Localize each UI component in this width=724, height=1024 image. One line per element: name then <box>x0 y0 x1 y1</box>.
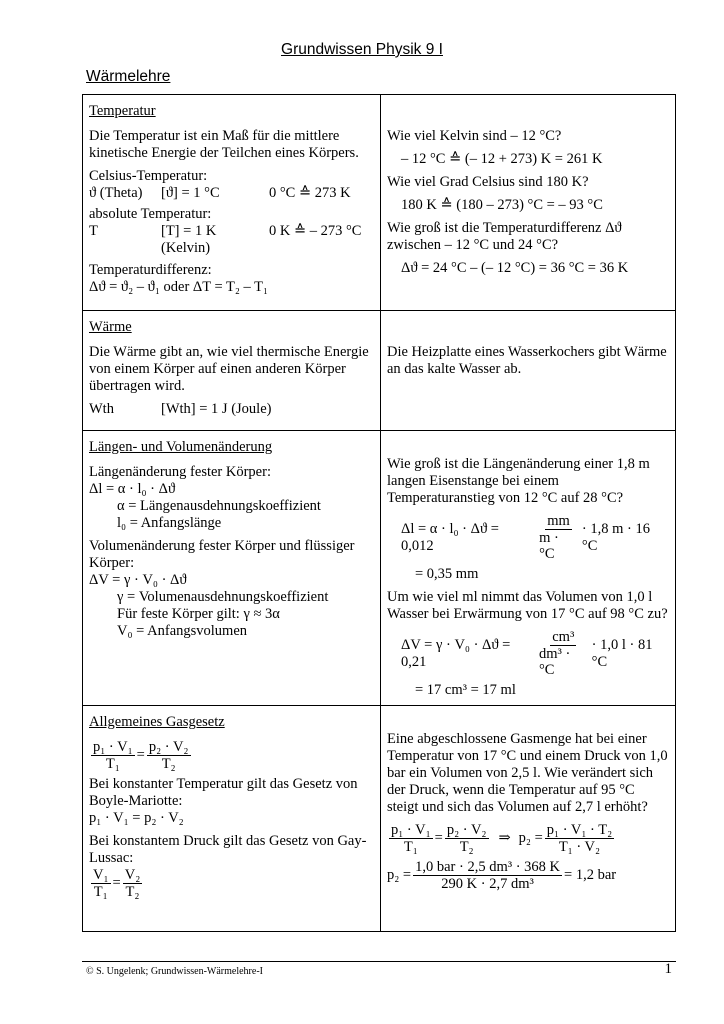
celsius-equivalence: 0 °C ≙ 273 K <box>269 185 351 201</box>
table-row <box>83 95 676 311</box>
gas-law-formula <box>89 739 374 772</box>
length-label: Längenänderung fester Körper: <box>89 464 271 480</box>
numerator: p₁ · V₁ <box>93 739 133 755</box>
equals-sign: = <box>136 747 145 763</box>
right-cell <box>381 706 676 932</box>
pressure-calculation <box>387 859 669 892</box>
absolute-symbol: T <box>89 223 98 239</box>
heat-unit-line <box>89 401 374 418</box>
left-cell <box>83 706 381 932</box>
celsius-symbol: ϑ (Theta) <box>89 185 143 201</box>
numerator: V₁ <box>93 867 109 883</box>
content-table <box>82 94 676 932</box>
numerator: p₂ · V₂ <box>148 739 189 755</box>
boyle-text: Bei konstanter Temperatur gilt das Gesetz von Boyle-Mariotte: <box>89 776 358 809</box>
absolute-unit: [T] = 1 K (Kelvin) <box>161 223 217 256</box>
fraction <box>413 859 562 892</box>
length-formula: Δl = α · l₀ · Δϑ <box>89 481 176 497</box>
boyle-formula: p₁ · V₁ = p₂ · V₂ <box>89 810 184 826</box>
definition-text: Die Wärme gibt an, wie viel thermische Energie von einem Körper auf einen anderen Körper übertragen wird. <box>89 344 369 394</box>
denominator: m · °C <box>539 530 559 562</box>
right-cell <box>381 311 676 431</box>
answer-text: 180 K ≙ (180 – 273) °C = – 93 °C <box>401 197 603 213</box>
denominator: T₁ · V₂ <box>558 839 601 855</box>
heat-unit: [Wth] = 1 J (Joule) <box>161 401 272 417</box>
question-text: Wie groß ist die Temperaturdifferenz Δϑ zwischen – 12 °C und 24 °C? <box>387 220 622 253</box>
footer-text: © S. Ungelenk; Grundwissen-Wärmelehre-I <box>86 966 263 977</box>
denominator: T₁ <box>403 839 418 855</box>
numerator: 1,0 bar · 2,5 dm³ · 368 K <box>415 859 561 875</box>
denominator: T₂ <box>161 756 176 772</box>
numerator: p₁ · V₁ · T₂ <box>546 822 613 838</box>
row-heading: Temperatur <box>89 103 156 119</box>
answer-text: Δϑ = 24 °C – (– 12 °C) = 36 °C = 36 K <box>401 260 629 276</box>
celsius-label: Celsius-Temperatur: <box>89 168 208 184</box>
left-cell <box>83 311 381 431</box>
fraction <box>147 739 191 772</box>
difference-label: Temperaturdifferenz: <box>89 262 212 278</box>
question-text: Um wie viel ml nimmt das Volumen von 1,0 l Wasser bei Erwärmung von 17 °C auf 98 °C zu? <box>387 589 668 622</box>
question-text: Wie groß ist die Längenänderung einer 1,8 m langen Eisenstange bei einem Temperaturanstieg von 12 °C auf 28 °C? <box>387 456 650 506</box>
page-title: Grundwissen Physik 9 I <box>281 41 443 58</box>
gay-lussac-text: Bei konstantem Druck gilt das Gesetz von Gay-Lussac: <box>89 833 367 866</box>
denominator: T₁ <box>105 756 120 772</box>
equation-part: · 1,0 l · 81 °C <box>591 636 653 670</box>
denominator: dm³ · °C <box>538 646 571 678</box>
table-row <box>83 706 676 932</box>
volume-calculation <box>387 629 669 678</box>
volume-label: Volumenänderung fester Körper und flüssiger Körper: <box>89 538 355 571</box>
row-heading: Allgemeines Gasgesetz <box>89 714 225 730</box>
page-number: 1 <box>664 961 672 977</box>
fraction <box>445 822 489 855</box>
question-text: Eine abgeschlossene Gasmenge hat bei einer Temperatur von 17 °C und einem Druck von 1,0 bar ein Volumen von 2,5 l. Wie verändert sich der Druck, wenn die Temperatur auf 95 °C steigt und sich das Volumen auf 2,7 l erhöht? <box>387 731 668 815</box>
left-cell <box>83 431 381 706</box>
denominator: T₂ <box>459 839 474 855</box>
answer-text: – 12 °C ≙ (– 12 + 273) K = 261 K <box>401 151 603 167</box>
answer-text: = 17 cm³ = 17 ml <box>415 682 516 698</box>
row-heading: Längen- und Volumenänderung <box>89 439 273 455</box>
table-row <box>83 311 676 431</box>
fraction <box>389 822 433 855</box>
length-calculation <box>387 513 669 562</box>
right-cell <box>381 431 676 706</box>
pressure-symbol: p₂ = <box>387 867 412 883</box>
fraction <box>537 513 580 562</box>
footer-divider <box>82 961 676 962</box>
implies-arrow: ⇒ <box>498 830 511 846</box>
heat-symbol: Wth <box>89 401 114 417</box>
question-text: Wie viel Kelvin sind – 12 °C? <box>387 128 562 144</box>
absolute-equivalence: 0 K ≙ – 273 °C <box>269 223 362 239</box>
denominator: 290 K · 2,7 dm³ <box>441 876 534 892</box>
celsius-unit: [ϑ] = 1 °C <box>161 185 220 201</box>
definition-text: Die Temperatur ist ein Maß für die mittlere kinetische Energie der Teilchen eines Körpers. <box>89 128 359 161</box>
fraction <box>545 822 614 855</box>
volume-v0-text: V₀ = Anfangsvolumen <box>117 623 248 639</box>
result-text: = 1,2 bar <box>564 867 617 883</box>
pressure-symbol: p₂ = <box>518 830 543 846</box>
volume-formula: ΔV = γ · V₀ · Δϑ <box>89 572 187 588</box>
fraction <box>91 739 135 772</box>
numerator: V₂ <box>124 867 141 883</box>
equation-part: Δl = α · l₀ · Δϑ = 0,012 <box>401 520 499 554</box>
fraction <box>123 867 143 900</box>
table-row <box>83 431 676 706</box>
right-cell <box>381 95 676 311</box>
fraction <box>91 867 111 900</box>
absolute-label: absolute Temperatur: <box>89 206 212 222</box>
fraction <box>537 629 590 678</box>
numerator: p₂ · V₂ <box>446 822 487 838</box>
section-title: Wärmelehre <box>86 68 171 85</box>
gay-lussac-formula <box>89 867 374 900</box>
length-alpha-text: α = Längenausdehnungskoeffizient <box>117 498 321 514</box>
volume-gamma-text: γ = Volumenausdehnungskoeffizient <box>117 589 329 605</box>
numerator: cm³ <box>552 629 575 645</box>
left-cell <box>83 95 381 311</box>
question-text: Wie viel Grad Celsius sind 180 K? <box>387 174 589 190</box>
equals-sign: = <box>112 875 121 891</box>
celsius-line <box>89 185 374 202</box>
equals-sign: = <box>434 830 443 846</box>
numerator: p₁ · V₁ <box>391 822 431 838</box>
volume-solid-text: Für feste Körper gilt: γ ≈ 3α <box>117 606 280 622</box>
equation-part: ΔV = γ · V₀ · Δϑ = 0,21 <box>401 636 511 670</box>
length-l0-text: l₀ = Anfangslänge <box>117 515 222 531</box>
numerator: mm <box>547 513 570 529</box>
equation-part: · 1,8 m · 16 °C <box>581 520 650 554</box>
example-text: Die Heizplatte eines Wasserkochers gibt Wärme an das kalte Wasser ab. <box>387 344 667 377</box>
denominator: T₁ <box>93 884 108 900</box>
row-heading: Wärme <box>89 319 132 335</box>
answer-text: = 0,35 mm <box>415 566 479 582</box>
absolute-line <box>89 223 374 257</box>
denominator: T₂ <box>125 884 140 900</box>
gas-law-transformation <box>387 822 669 855</box>
difference-formula: Δϑ = ϑ₂ – ϑ₁ oder ΔT = T₂ – T₁ <box>89 279 269 295</box>
